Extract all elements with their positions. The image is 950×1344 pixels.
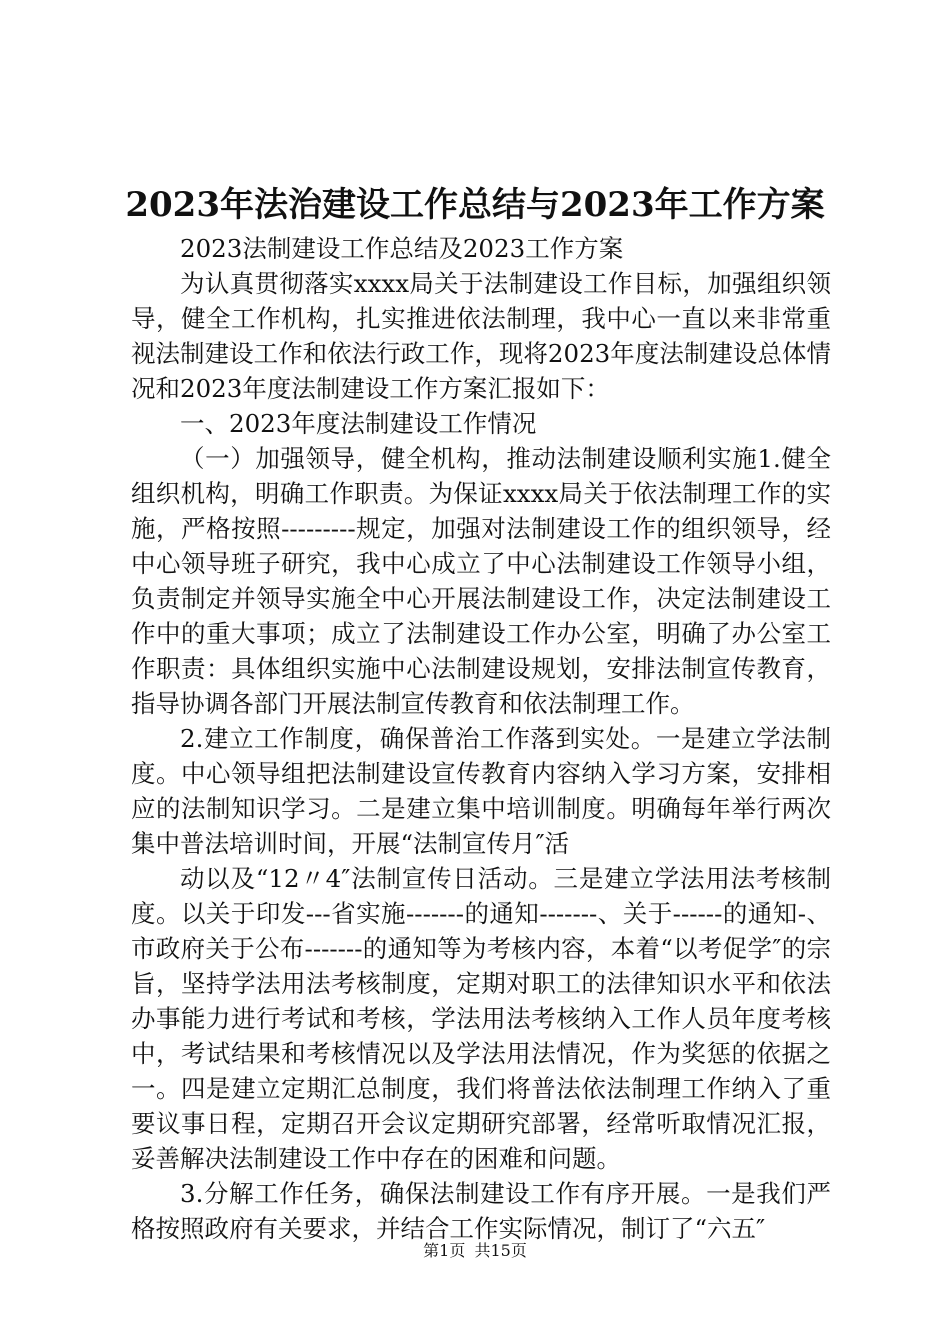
body-paragraph: 3.分解工作任务，确保法制建设工作有序开展。一是我们严格按照政府有关要求，并结合工作实际情况，制订了“六五″ <box>131 1179 831 1243</box>
subtitle-paragraph: 2023法制建设工作总结及2023工作方案 <box>180 234 624 263</box>
body-paragraph: 2.建立工作制度，确保普治工作落到实处。一是建立学法制度。中心领导组把法制建设宣传教育内容纳入学习方案，安排相应的法制知识学习。二是建立集中培训制度。明确每年举行两次集中普法培训时间，开展“法制宣传月″活 <box>131 724 831 858</box>
document-body <box>131 231 831 1246</box>
page-number: 第1页 <box>423 1241 466 1260</box>
body-paragraph: 动以及“12〃4″法制宣传日活动。三是建立学法用法考核制度。以关于印发---省实施-------的通知-------、关于------的通知-、市政府关于公布-------的通知等为考核内容，本着“以考促学″的宗旨，坚持学法用法考核制度，定期对职工的法律知识水平和依法办事能力进行考试和考核，学法用法考核纳入工作人员年度考核中，考试结果和考核情况以及学法用法情况，作为奖惩的依据之一。四是建立定期汇总制度，我们将普法依法制理工作纳入了重要议事日程，定期召开会议定期研究部署，经常听取情况汇报，妥善解决法制建设工作中存在的困难和问题。 <box>131 864 831 1173</box>
intro-paragraph: 为认真贯彻落实xxxx局关于法制建设工作目标，加强组织领导，健全工作机构，扎实推进依法制理，我中心一直以来非常重视法制建设工作和依法行政工作，现将2023年度法制建设总体情况和2023年度法制建设工作方案汇报如下： <box>131 269 831 403</box>
total-pages: 共15页 <box>474 1241 527 1260</box>
page-footer <box>0 1240 950 1262</box>
body-paragraph: （一）加强领导，健全机构，推动法制建设顺利实施1.健全组织机构，明确工作职责。为保证xxxx局关于依法制理工作的实施，严格按照---------规定，加强对法制建设工作的组织领导，经中心领导班子研究，我中心成立了中心法制建设工作领导小组，负责制定并领导实施全中心开展法制建设工作，决定法制建设工作中的重大事项；成立了法制建设工作办公室，明确了办公室工作职责：具体组织实施中心法制建设规划，安排法制宣传教育，指导协调各部门开展法制宣传教育和依法制理工作。 <box>131 444 831 718</box>
document-title: 2023年法治建设工作总结与2023年工作方案 <box>125 185 825 225</box>
section-heading: 一、2023年度法制建设工作情况 <box>180 409 537 438</box>
